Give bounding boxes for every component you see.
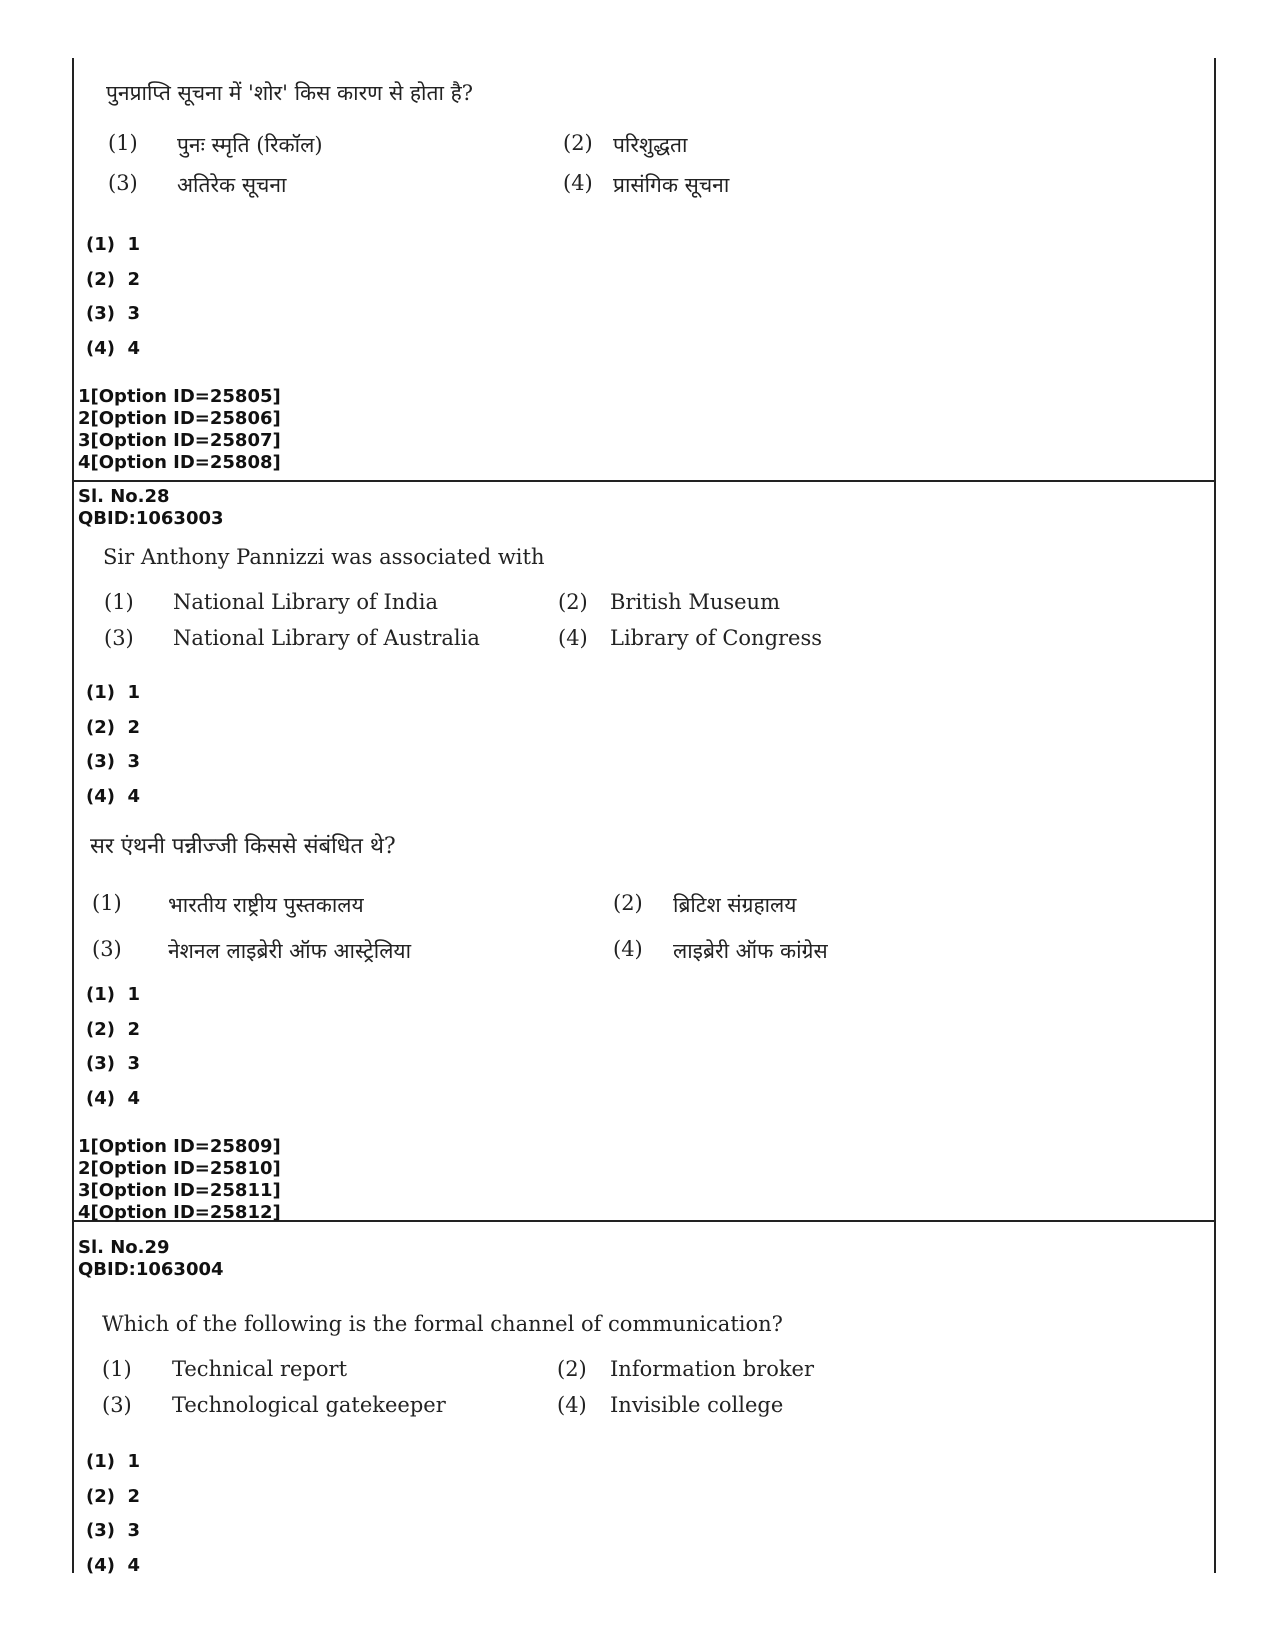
question-header	[78, 486, 224, 530]
answer-choice[interactable]: (2) 2	[86, 1486, 141, 1507]
option-number: (3)	[108, 171, 138, 195]
option-number: (4)	[557, 1393, 587, 1417]
option-text: Library of Congress	[610, 626, 823, 650]
question-text-hindi: पुनप्राप्ति सूचना में 'शोर' किस कारण से होता है?	[106, 81, 473, 105]
option-text: National Library of Australia	[173, 626, 480, 650]
option-id: 4[Option ID=25808]	[78, 452, 281, 473]
option-text: प्रासंगिक सूचना	[613, 173, 730, 197]
option-text: Invisible college	[610, 1393, 784, 1417]
answer-choice[interactable]: (4) 4	[86, 338, 141, 359]
option-number: (3)	[104, 626, 134, 650]
option-id: 3[Option ID=25807]	[78, 430, 281, 451]
question-header	[78, 1237, 224, 1281]
qbid: QBID:1063004	[78, 1259, 224, 1280]
option-number: (2)	[558, 590, 588, 614]
option-id: 4[Option ID=25812]	[78, 1202, 281, 1223]
answer-choice[interactable]: (1) 1	[86, 1451, 141, 1472]
option-text: लाइब्रेरी ऑफ कांग्रेस	[673, 939, 828, 963]
section-divider	[72, 480, 1214, 482]
answer-choice[interactable]: (1) 1	[86, 682, 141, 703]
option-text: ब्रिटिश संग्रहालय	[673, 893, 797, 917]
option-text: National Library of India	[173, 590, 438, 614]
answer-choice[interactable]: (2) 2	[86, 717, 141, 738]
option-text: पुनः स्मृति (रिकॉल)	[177, 133, 323, 157]
option-number: (2)	[563, 131, 593, 155]
option-number: (4)	[558, 626, 588, 650]
option-id-list	[78, 1136, 281, 1224]
answer-choice[interactable]: (4) 4	[86, 1088, 141, 1109]
question-text-hindi: सर एंथनी पन्नीज्जी किससे संबंधित थे?	[90, 834, 396, 859]
option-number: (1)	[104, 590, 134, 614]
option-number: (3)	[102, 1393, 132, 1417]
answer-choice[interactable]: (4) 4	[86, 1555, 141, 1576]
option-id-list	[78, 386, 281, 474]
option-id: 3[Option ID=25811]	[78, 1180, 281, 1201]
option-text: Technical report	[172, 1357, 348, 1381]
option-id: 1[Option ID=25805]	[78, 386, 281, 407]
answer-choice[interactable]: (2) 2	[86, 1019, 141, 1040]
answer-choice[interactable]: (3) 3	[86, 751, 141, 772]
option-number: (1)	[102, 1357, 132, 1381]
option-id: 2[Option ID=25806]	[78, 408, 281, 429]
answer-choice[interactable]: (3) 3	[86, 303, 141, 324]
option-number: (4)	[563, 171, 593, 195]
option-id: 2[Option ID=25810]	[78, 1158, 281, 1179]
serial-number: Sl. No.29	[78, 1237, 170, 1258]
answer-choice[interactable]: (4) 4	[86, 786, 141, 807]
option-number: (1)	[92, 891, 122, 915]
option-text: Information broker	[610, 1357, 815, 1381]
page-frame	[72, 58, 1216, 1573]
option-id: 1[Option ID=25809]	[78, 1136, 281, 1157]
serial-number: Sl. No.28	[78, 486, 170, 507]
answer-choice[interactable]: (1) 1	[86, 234, 141, 255]
option-text: British Museum	[610, 590, 780, 614]
question-text-english: Sir Anthony Pannizzi was associated with	[103, 545, 545, 569]
answer-choice[interactable]: (3) 3	[86, 1520, 141, 1541]
option-number: (2)	[557, 1357, 587, 1381]
option-text: भारतीय राष्ट्रीय पुस्तकालय	[168, 893, 364, 917]
answer-choice[interactable]: (2) 2	[86, 269, 141, 290]
qbid: QBID:1063003	[78, 508, 224, 529]
option-number: (2)	[613, 891, 643, 915]
option-number: (3)	[92, 937, 122, 961]
option-text: अतिरेक सूचना	[177, 173, 287, 197]
option-number: (4)	[613, 937, 643, 961]
option-number: (1)	[108, 131, 138, 155]
option-text: परिशुद्धता	[613, 133, 688, 157]
question-text-english: Which of the following is the formal channel of communication?	[102, 1312, 783, 1336]
answer-choice[interactable]: (1) 1	[86, 984, 141, 1005]
option-text: Technological gatekeeper	[172, 1393, 446, 1417]
answer-choice[interactable]: (3) 3	[86, 1053, 141, 1074]
option-text: नेशनल लाइब्रेरी ऑफ आस्ट्रेलिया	[168, 939, 412, 963]
